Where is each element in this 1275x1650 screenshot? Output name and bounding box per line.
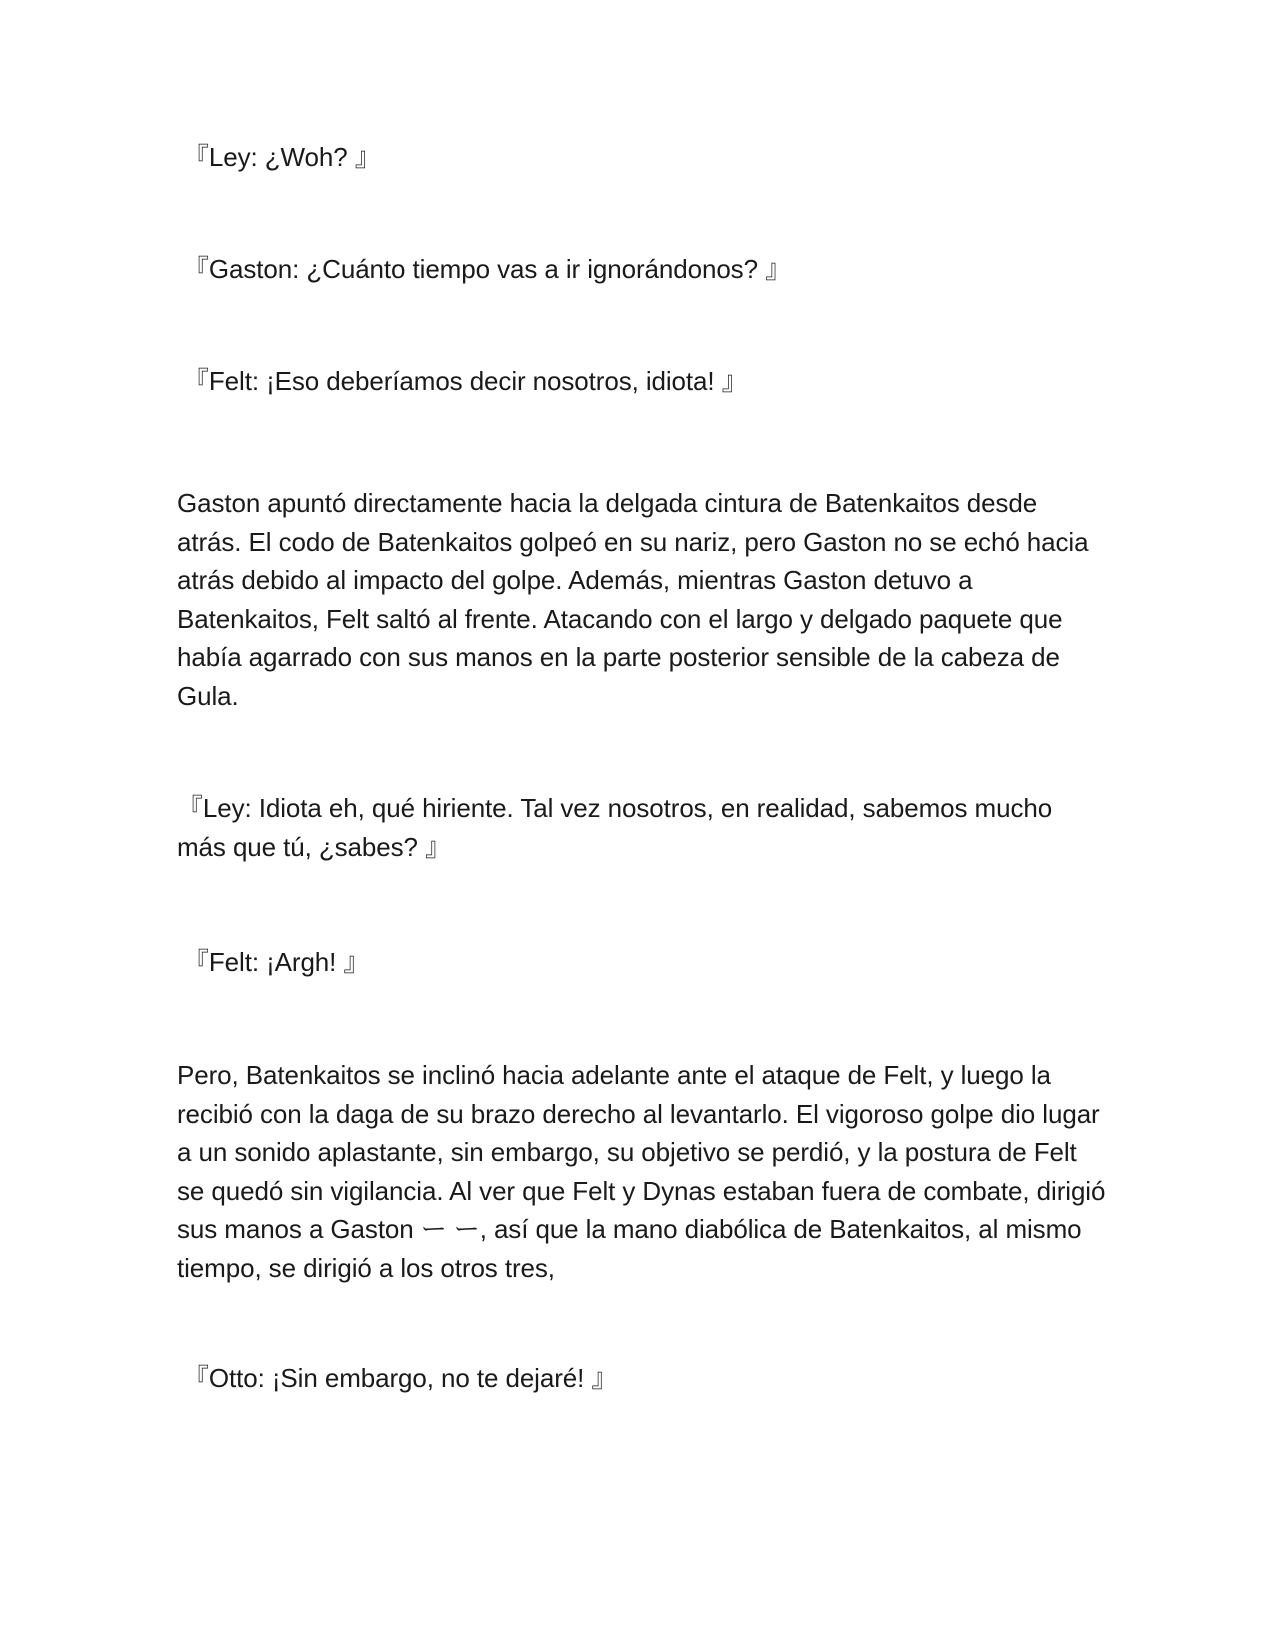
dialogue-ley-woh: 『Ley: ¿Woh? 』 — [183, 142, 381, 172]
dialogue-felt-retort: 『Felt: ¡Eso deberíamos decir nosotros, idiota! 』 — [183, 366, 748, 396]
dialogue-gaston-question: 『Gaston: ¿Cuánto tiempo vas a ir ignorándonos? 』 — [183, 254, 791, 284]
dialogue-felt-argh: 『Felt: ¡Argh! 』 — [183, 947, 370, 977]
dialogue-otto: 『Otto: ¡Sin embargo, no te dejaré! 』 — [183, 1363, 618, 1393]
dialogue-ley-idiota: 『Ley: Idiota eh, qué hiriente. Tal vez nosotros, en realidad, sabemos mucho más que tú, ¿sabes? 』 — [177, 793, 1060, 862]
paragraph-gaston-attack: Gaston apuntó directamente hacia la delgada cintura de Batenkaitos desde atrás. El codo de Batenkaitos golpeó en su nariz, pero Gaston no se echó hacia atrás debido al impacto del golpe. Además, mientras Gaston detuvo a Batenkaitos, Felt saltó al frente. Atacando con el largo y delgado paquete que había agarrado con sus manos en la parte posterior sensible de la cabeza de Gula. — [177, 488, 1096, 711]
paragraph-batenkaitos-counter: Pero, Batenkaitos se inclinó hacia adelante ante el ataque de Felt, y luego la recibió con la daga de su brazo derecho al levantarlo. El vigoroso golpe dio lugar a un sonido aplastante, sin embargo, su objetivo se perdió, y la postura de Felt se quedó sin vigilancia. Al ver que Felt y Dynas estaban fuera de combate, dirigió sus manos a Gaston ー ー, así que la mano diabólica de Batenkaitos, al mismo tiempo, se dirigió a los otros tres, — [177, 1060, 1113, 1283]
